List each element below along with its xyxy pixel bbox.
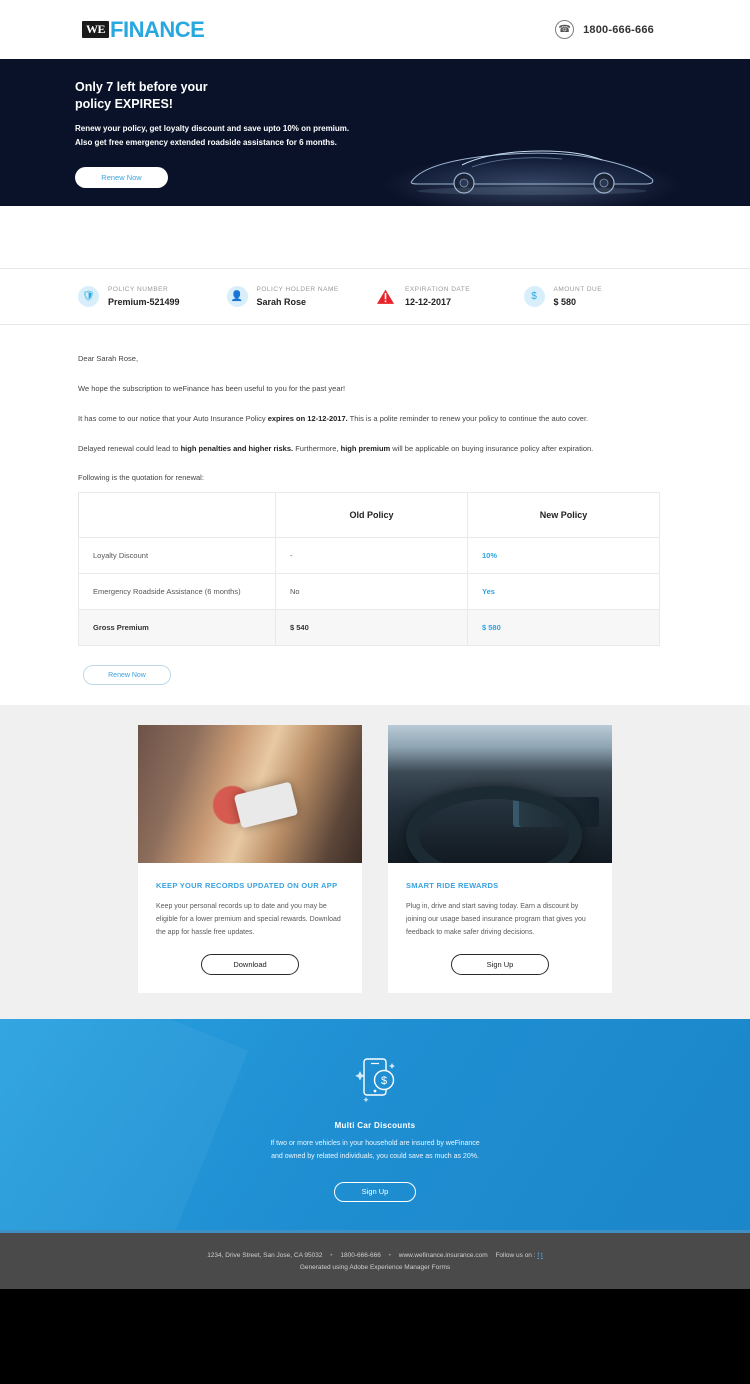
salutation: Dear Sarah Rose, <box>78 354 139 363</box>
phone-number: 1800-666-666 <box>583 23 654 36</box>
shield-icon: 🛡 <box>78 286 99 307</box>
hero-sub-line1: Renew your policy, get loyalty discount and save upto 10% on premium. <box>75 123 350 133</box>
promo-cards-section <box>0 705 750 1019</box>
band-sign-up-button[interactable]: Sign Up <box>334 1182 416 1202</box>
summary-item-policy-number <box>78 286 227 307</box>
multi-car-discount-band <box>0 1019 750 1230</box>
hero-content <box>0 59 750 188</box>
footer-separator-1: • <box>330 1251 333 1259</box>
row-old-value: $ 540 <box>276 610 468 646</box>
row-label: Emergency Roadside Assistance (6 months) <box>79 574 276 610</box>
summary-label: POLICY HOLDER NAME <box>256 286 339 293</box>
woman-holding-smartphone-photo <box>138 725 362 863</box>
phone-icon: ☎ <box>555 20 574 39</box>
table-header-blank <box>79 493 276 538</box>
band-title: Multi Car Discounts <box>334 1121 416 1131</box>
row-new-value: $ 580 <box>468 610 660 646</box>
p2-expiry: expires on 12-12-2017. <box>267 414 348 423</box>
footer-contact-line <box>207 1252 543 1259</box>
table-row <box>79 574 660 610</box>
band-text-line1: If two or more vehicles in your household are insured by weFinance <box>270 1140 480 1148</box>
page-header <box>0 0 750 59</box>
table-row <box>79 538 660 574</box>
table-header-row <box>79 493 660 538</box>
hero-title-line1: Only 7 left before your <box>75 80 208 94</box>
row-new-value: Yes <box>468 574 660 610</box>
paragraph-2 <box>78 413 672 425</box>
user-icon: 👤 <box>227 286 248 307</box>
header-phone[interactable] <box>555 20 654 39</box>
warning-triangle-icon <box>375 286 396 307</box>
card-text: Keep your personal records up to date and you may be eligible for a lower premium and special rewards. Download the app for hassle free updates. <box>156 903 341 937</box>
logo-mark: WE <box>82 21 109 38</box>
card-title: KEEP YOUR RECORDS UPDATED ON OUR APP <box>156 881 338 890</box>
p3-high-premium: high premium <box>340 444 391 453</box>
card-text: Plug in, drive and start saving today. Earn a discount by joining our usage based insurance program that gives you feedback to make safer driving decisions. <box>406 903 586 937</box>
paragraph-1: We hope the subscription to weFinance has been useful to you for the past year! <box>78 384 346 393</box>
letter-body <box>0 325 750 482</box>
card-title: SMART RIDE REWARDS <box>406 881 499 890</box>
footer-phone: 1800-666-666 <box>340 1251 381 1259</box>
table-row-total <box>79 610 660 646</box>
p2-part-a: It has come to our notice that your Auto Insurance Policy <box>78 414 268 423</box>
p3-part-a: Delayed renewal could lead to <box>78 444 181 453</box>
brand-logo[interactable] <box>82 17 204 43</box>
summary-item-amount-due <box>524 286 673 307</box>
row-label: Loyalty Discount <box>79 538 276 574</box>
page-footer <box>0 1230 750 1289</box>
table-header-old-policy: Old Policy <box>276 493 468 538</box>
footer-generated-line: Generated using Adobe Experience Manager Forms <box>299 1263 451 1271</box>
footer-website[interactable]: www.wefinance.insurance.com <box>398 1251 488 1259</box>
hero-sub-line2: Also get free emergency extended roadside assistance for 6 months. <box>75 137 337 147</box>
summary-value: 12-12-2017 <box>405 297 452 307</box>
hero-title-line2: policy EXPIRES! <box>75 96 173 111</box>
footer-follow-label: Follow us on : <box>495 1251 536 1259</box>
summary-value: Sarah Rose <box>256 297 307 307</box>
row-label: Gross Premium <box>79 610 276 646</box>
renew-now-button-secondary[interactable]: Renew Now <box>83 665 171 685</box>
summary-value: Premium-521499 <box>108 297 180 307</box>
summary-label: AMOUNT DUE <box>553 286 603 293</box>
p3-part-c: Furthermore, <box>293 444 341 453</box>
p3-part-e: will be applicable on buying insurance policy after expiration. <box>390 444 594 453</box>
p3-penalties: high penalties and higher risks. <box>180 444 294 453</box>
row-new-value: 10% <box>468 538 660 574</box>
sign-up-button[interactable]: Sign Up <box>451 954 549 975</box>
svg-text:$: $ <box>380 1075 388 1088</box>
summary-value: $ 580 <box>553 297 577 307</box>
quotation-intro: Following is the quotation for renewal: <box>78 473 204 482</box>
hand-on-steering-wheel-photo <box>388 725 612 863</box>
paragraph-3 <box>78 443 672 455</box>
footer-address: 1234, Drive Street, San Jose, CA 95032 <box>207 1251 323 1259</box>
logo-text: FINANCE <box>110 16 205 42</box>
summary-label: EXPIRATION DATE <box>405 286 471 293</box>
band-text-line2: and owned by related individuals, you could save as much as 20%. <box>271 1153 479 1161</box>
row-old-value: - <box>276 538 468 574</box>
p2-part-c: This is a polite reminder to renew your policy to continue the auto cover. <box>347 414 589 423</box>
spacer <box>0 206 750 268</box>
facebook-icon[interactable]: f <box>537 1251 540 1259</box>
hero-banner <box>0 59 750 206</box>
footer-separator-2: • <box>388 1251 391 1259</box>
hero-renew-now-button[interactable]: Renew Now <box>75 167 168 188</box>
download-button[interactable]: Download <box>201 954 299 975</box>
promo-card-app <box>138 725 362 993</box>
summary-label: POLICY NUMBER <box>108 286 169 293</box>
dollar-icon: $ <box>524 286 545 307</box>
quotation-table <box>78 492 660 646</box>
bottom-black-strip <box>0 1289 750 1384</box>
summary-item-expiration-date <box>375 286 524 307</box>
table-header-new-policy: New Policy <box>468 493 660 538</box>
row-old-value: No <box>276 574 468 610</box>
policy-summary-strip <box>0 268 750 325</box>
summary-item-policy-holder <box>227 286 376 307</box>
promo-card-smart-ride <box>388 725 612 993</box>
twitter-icon[interactable]: t <box>540 1251 543 1259</box>
mobile-dollar-icon <box>346 1049 404 1107</box>
